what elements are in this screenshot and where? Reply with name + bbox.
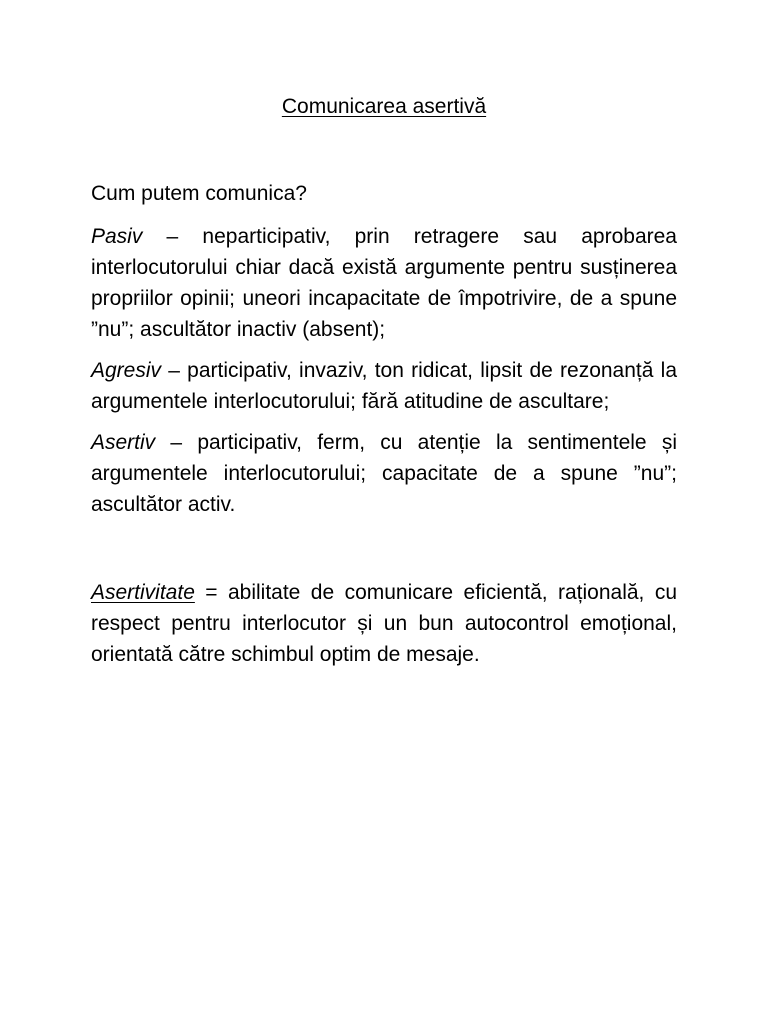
term-pasiv: Pasiv <box>91 225 143 248</box>
term-asertivitate: Asertivitate <box>91 581 195 604</box>
definition-text-asertiv: – participativ, ferm, cu atenție la sentimentele și argumentele interlocutorului; capacitate de a spune ”nu”; ascultător activ. <box>91 431 677 516</box>
definition-asertiv <box>91 427 677 520</box>
definition-text-pasiv: – neparticipativ, prin retragere sau aprobarea interlocutorului chiar dacă există argumente pentru susținerea propriilor opinii; uneori incapacitate de împotrivire, de a spune ”nu”; ascultător inactiv (absent); <box>91 225 677 341</box>
term-asertiv: Asertiv <box>91 431 156 454</box>
document-body <box>91 178 677 670</box>
definition-pasiv <box>91 221 677 345</box>
page-title: Comunicarea asertivă <box>281 95 487 118</box>
definition-agresiv <box>91 355 677 417</box>
term-agresiv: Agresiv <box>91 359 162 382</box>
assertiveness-text: = abilitate de comunicare eficientă, rațională, cu respect pentru interlocutor și un bun autocontrol emoțional, orientată către schimbul optim de mesaje. <box>91 581 677 666</box>
assertiveness-definition <box>91 577 677 670</box>
question-paragraph: Cum putem comunica? <box>91 182 307 205</box>
definition-text-agresiv: – participativ, invaziv, ton ridicat, lipsit de rezonanță la argumentele interlocutorului; fără atitudine de ascultare; <box>91 359 677 413</box>
